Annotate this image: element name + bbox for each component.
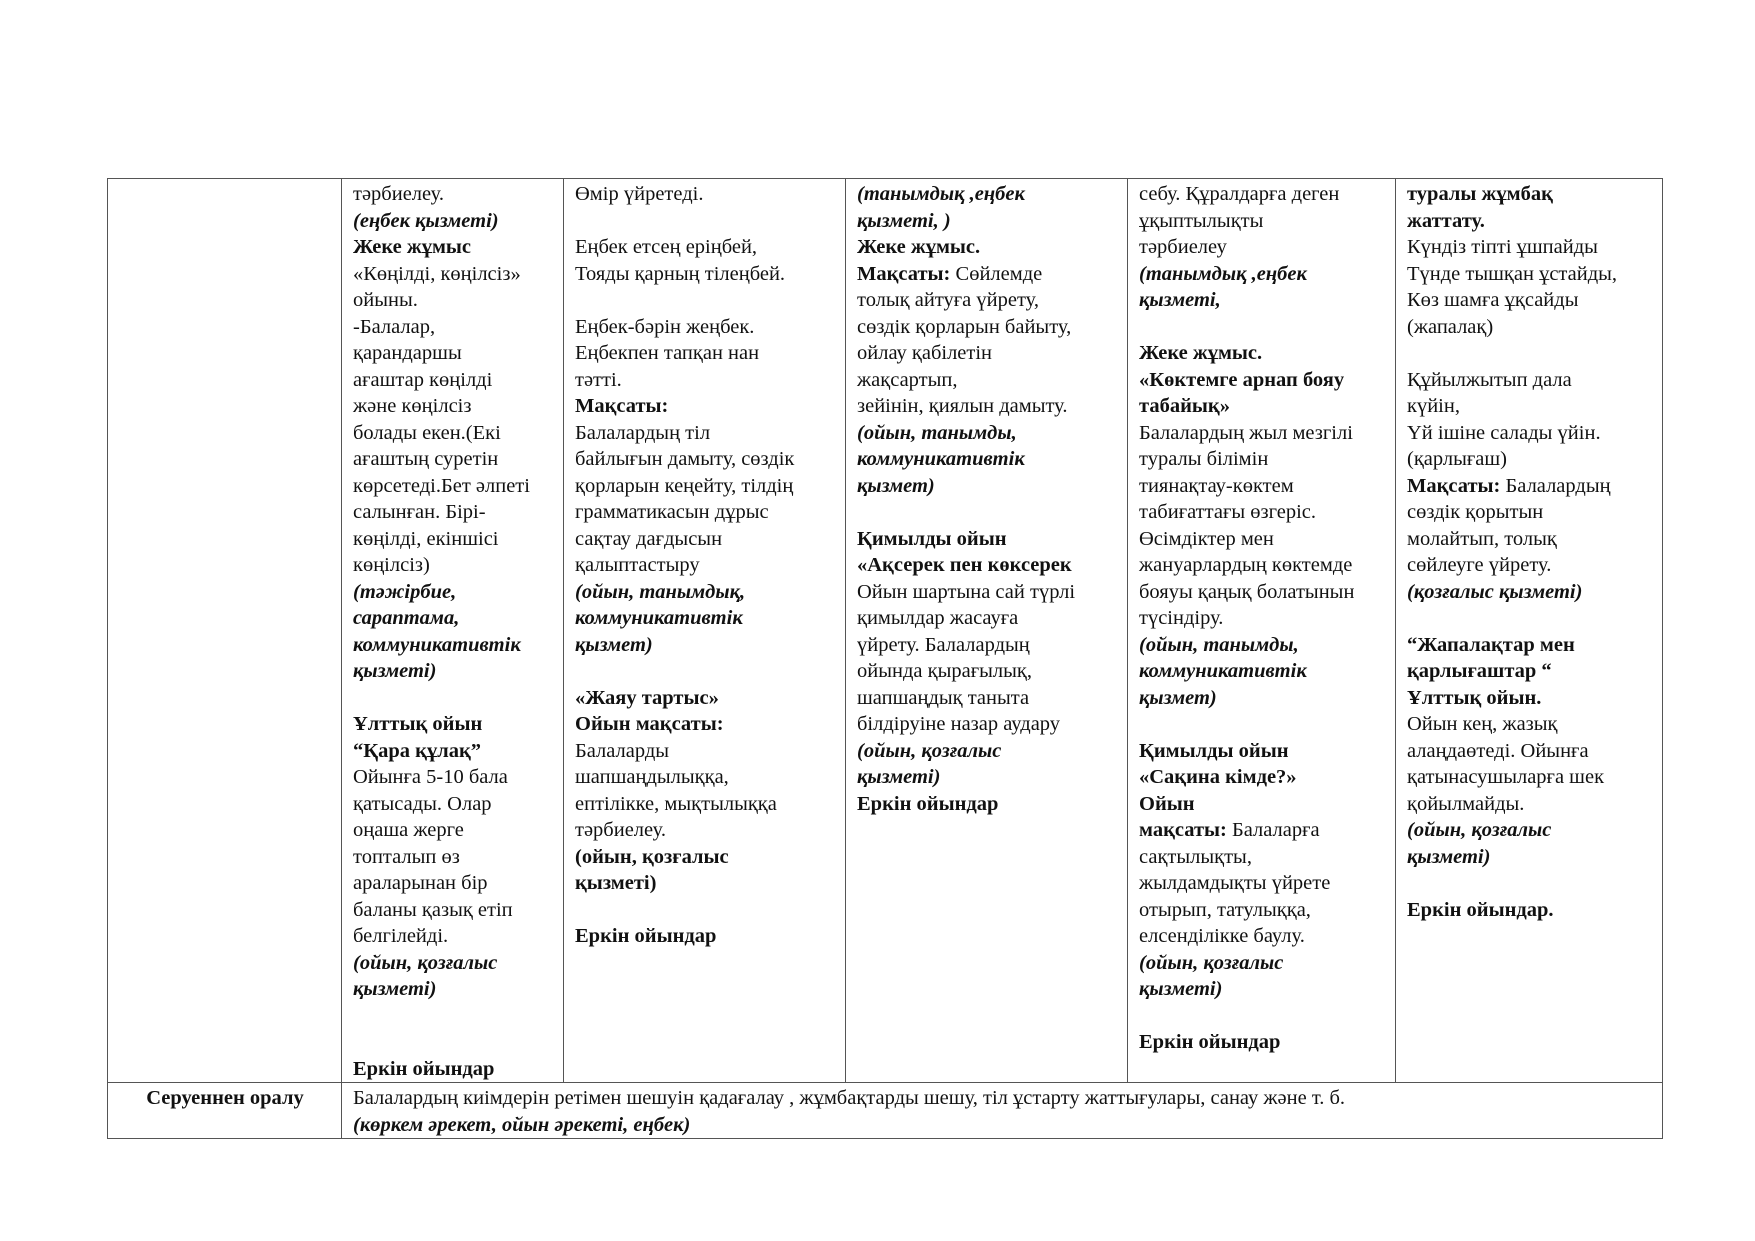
text-line: Еркін ойындар	[353, 1057, 495, 1080]
text-line: грамматикасын дұрыс	[575, 501, 769, 523]
text-line: Ойын шартына сай түрлі	[857, 580, 1076, 603]
text-line: қызмет)	[575, 633, 653, 656]
text-line	[1139, 711, 1385, 738]
column-cell-2	[564, 179, 846, 1083]
text-line: туралы жұмбақ	[1407, 183, 1553, 205]
row-label-cell-empty	[108, 179, 342, 1083]
text-line: күйін,	[1407, 395, 1460, 417]
text-line: араларынан бір	[353, 872, 488, 894]
text-line: байлығын дамыту, сөздік	[575, 448, 795, 470]
text-line: алаңдаөтеді. Ойынға	[1407, 739, 1589, 762]
text-line: Қимылды ойын	[857, 527, 1007, 550]
text-line: (тәжірбие,	[353, 580, 457, 603]
text-line: «Көктемге арнап бояу	[1139, 368, 1345, 391]
text-line: шапшаңдық таныта	[857, 686, 1030, 709]
text-line: Еңбек-бәрін жеңбек.	[575, 315, 755, 338]
text-line: «Сақина кімде?»	[1139, 766, 1297, 788]
return-from-walk-text: Балалардың киімдерін ретімен шешуін қадағалау , жұмбақтарды шешу, тіл ұстарту жаттығулары, санау және т. б.	[353, 1087, 1346, 1109]
text-line: қатысады. Олар	[353, 792, 492, 815]
text-line: (қарлығаш)	[1407, 448, 1507, 470]
text-line: (ойын, танымдық,	[575, 580, 746, 603]
text-line: Ұлттық ойын	[353, 713, 483, 735]
text-line: отырып, татулыққа,	[1139, 898, 1311, 921]
text-line: (ойын, танымды,	[857, 421, 1017, 444]
text-line: сараптама,	[353, 607, 460, 629]
text-line	[353, 1029, 553, 1056]
text-line: жаттату.	[1407, 209, 1485, 232]
text-line: қорларын кеңейту, тілдің	[575, 474, 794, 497]
text-line	[575, 287, 835, 314]
text-line: үйрету. Балалардың	[857, 633, 1030, 656]
text-line: және көңілсіз	[353, 395, 472, 417]
text-line: (қозғалыс қызметі)	[1407, 580, 1583, 603]
text-line: жануарлардың көктемде	[1139, 554, 1353, 576]
text-line: елсенділікке баулу.	[1139, 925, 1305, 947]
text-line: (еңбек қызметі)	[353, 209, 499, 232]
text-line: (ойын, қозғалыс	[1407, 819, 1552, 841]
text-line: болады екен.(Екі	[353, 421, 501, 444]
text-line: “Қара құлақ”	[353, 739, 482, 762]
text-line: коммуникативтік	[1139, 660, 1307, 682]
text-line: топталып өз	[353, 845, 460, 868]
text-line	[1139, 1003, 1385, 1030]
text-line: “Жапалақтар мен	[1407, 633, 1575, 656]
text-line: оңаша жерге	[353, 819, 464, 841]
text-line: Еңбекпен тапқан нан	[575, 342, 760, 364]
text-line: қызмет)	[1139, 686, 1217, 709]
text-line: қарлығаштар “	[1407, 660, 1552, 682]
text-line	[575, 658, 835, 685]
text-line: ағаштар көңілді	[353, 368, 493, 391]
text-line: баланы қазық етіп	[353, 898, 513, 921]
text-line: молайтып, толық	[1407, 527, 1557, 550]
text-line: сақтылықты,	[1139, 845, 1252, 868]
text-line	[1139, 314, 1385, 341]
text-line: Өмір үйретеді.	[575, 183, 704, 205]
activities-row	[108, 179, 1663, 1083]
text-line	[1407, 340, 1652, 367]
text-line: Жеке жұмыс.	[857, 236, 981, 258]
text-line: тиянақтау-көктем	[1139, 474, 1294, 497]
text-line: коммуникативтік	[575, 607, 743, 629]
text-line: (жапалақ)	[1407, 315, 1494, 338]
text-line: «Жаяу тартыс»	[575, 686, 719, 709]
text-line: ойында қырағылық,	[857, 660, 1032, 682]
text-line: білдіруіне назар аудару	[857, 713, 1061, 735]
text-line: Еркін ойындар.	[1407, 898, 1554, 921]
text-line: (ойын, қозғалыс	[1139, 951, 1284, 974]
text-line: туралы білімін	[1139, 448, 1269, 470]
text-line: ептілікке, мықтылыққа	[575, 792, 777, 815]
text-line	[353, 1003, 553, 1030]
text-line: ойыны.	[353, 289, 418, 311]
text-line: қызметі, )	[857, 209, 951, 232]
text-line: Ойын	[1139, 792, 1195, 815]
column-cell-3	[846, 179, 1128, 1083]
text-line: Мақсаты: Сөйлемде	[857, 262, 1043, 285]
text-line: Құйылжытып дала	[1407, 368, 1572, 391]
text-line: қимылдар жасауға	[857, 607, 1019, 629]
text-line: ағаштың суретін	[353, 448, 499, 470]
text-line: қызметі,	[1139, 289, 1221, 311]
text-line: жақсартып,	[857, 368, 958, 391]
text-line: Балаларды	[575, 739, 670, 762]
return-from-walk-row	[108, 1083, 1663, 1139]
text-line: Көз шамға ұқсайды	[1407, 289, 1579, 311]
text-line: табиғаттағы өзгеріс.	[1139, 501, 1317, 523]
text-line	[575, 897, 835, 924]
text-line: ойлау қабілетін	[857, 342, 993, 364]
text-line: себу. Құралдарға деген	[1139, 183, 1340, 205]
text-line: (ойын, қозғалыс	[857, 739, 1002, 762]
text-line: (ойын, қозғалыс	[353, 951, 498, 974]
text-line: қызметі)	[857, 766, 941, 788]
text-line	[1407, 605, 1652, 632]
text-line: тәрбиелеу	[1139, 236, 1227, 258]
text-line	[575, 208, 835, 235]
text-line: (ойын, танымды,	[1139, 633, 1299, 656]
text-line: (танымдық ,еңбек	[1139, 262, 1307, 285]
column-cell-4	[1128, 179, 1396, 1083]
text-line: қызметі)	[1139, 978, 1223, 1000]
text-line: салынған. Бірі-	[353, 501, 486, 523]
text-line: Еңбек етсең еріңбей,	[575, 236, 758, 258]
return-from-walk-note: (көркем әрекет, ойын әрекеті, еңбек)	[353, 1113, 691, 1136]
text-line: ұқыптылықты	[1139, 209, 1264, 232]
text-line: (ойын, қозғалыс	[575, 845, 729, 868]
text-line: Күндіз тіпті ұшпайды	[1407, 236, 1598, 258]
text-line: көрсетеді.Бет әлпеті	[353, 474, 530, 497]
text-line: тәтті.	[575, 368, 622, 391]
text-line: Ойын кең, жазық	[1407, 713, 1558, 735]
text-line: сөздік қорытын	[1407, 501, 1544, 523]
column-cell-1	[342, 179, 564, 1083]
text-line: Еркін ойындар	[575, 925, 717, 947]
text-line: Үй ішіне салады үйін.	[1407, 421, 1601, 444]
text-line: қатынасушыларға шек	[1407, 766, 1605, 788]
text-line: Жеке жұмыс.	[1139, 342, 1263, 364]
text-line: «Көңілді, көңілсіз»	[353, 262, 521, 285]
text-line: зейінін, қиялын дамыту.	[857, 395, 1068, 417]
text-line: түсіндіру.	[1139, 607, 1224, 629]
text-line: қызметі)	[1407, 845, 1491, 868]
text-line: коммуникативтік	[857, 448, 1025, 470]
text-line: (танымдық ,еңбек	[857, 183, 1025, 205]
text-line: шапшаңдылыққа,	[575, 766, 729, 788]
text-line: қызметі)	[575, 872, 657, 894]
text-line: толық айтуға үйрету,	[857, 289, 1039, 311]
text-line: белгілейді.	[353, 925, 449, 947]
text-line: көңілді, екіншісі	[353, 527, 499, 550]
text-line: Жеке жұмыс	[353, 236, 472, 258]
text-line: көңілсіз)	[353, 554, 430, 576]
text-line	[353, 685, 553, 712]
text-line: сөйлеуге үйрету.	[1407, 554, 1552, 576]
text-line: «Ақсерек пен көксерек	[857, 554, 1072, 576]
text-line: жылдамдықты үйрете	[1139, 872, 1331, 894]
column-cell-5	[1396, 179, 1663, 1083]
return-from-walk-content	[342, 1083, 1663, 1139]
row-label-return-from-walk: Серуеннен оралу	[108, 1083, 342, 1139]
text-line: Мақсаты: Балалардың	[1407, 474, 1611, 497]
text-line: қарандаршы	[353, 342, 462, 364]
text-line: қызметі)	[353, 660, 437, 682]
text-line: Ойынға 5-10 бала	[353, 766, 508, 788]
text-line	[1407, 870, 1652, 897]
text-line: коммуникативтік	[353, 633, 521, 656]
text-line: Балалардың тіл	[575, 421, 711, 444]
text-line: Балалардың жыл мезгілі	[1139, 421, 1353, 444]
text-line: мақсаты: Балаларға	[1139, 819, 1320, 841]
text-line: сөздік қорларын байыту,	[857, 315, 1072, 338]
schedule-table	[107, 178, 1663, 1139]
text-line: Қимылды ойын	[1139, 739, 1289, 762]
text-line: Ойын мақсаты:	[575, 713, 724, 735]
text-line: Мақсаты:	[575, 395, 669, 417]
text-line: Еркін ойындар	[1139, 1031, 1281, 1053]
text-line: қызметі)	[353, 978, 437, 1000]
text-line: табайық»	[1139, 395, 1230, 417]
text-line: Еркін ойындар	[857, 792, 999, 815]
text-line: қалыптастыру	[575, 554, 700, 576]
text-line: сақтау дағдысын	[575, 527, 723, 550]
text-line: Түнде тышқан ұстайды,	[1407, 262, 1618, 285]
text-line: Тояды қарның тілеңбей.	[575, 262, 786, 285]
text-line: бояуы қаңық болатынын	[1139, 580, 1355, 603]
text-line: тәрбиелеу.	[575, 819, 666, 841]
text-line: -Балалар,	[353, 315, 436, 338]
text-line: Ұлттық ойын.	[1407, 686, 1542, 709]
text-line: тәрбиелеу.	[353, 183, 444, 205]
text-line: қызмет)	[857, 474, 935, 497]
text-line: қойылмайды.	[1407, 792, 1525, 815]
text-line: Өсімдіктер мен	[1139, 527, 1274, 550]
text-line	[857, 499, 1117, 526]
